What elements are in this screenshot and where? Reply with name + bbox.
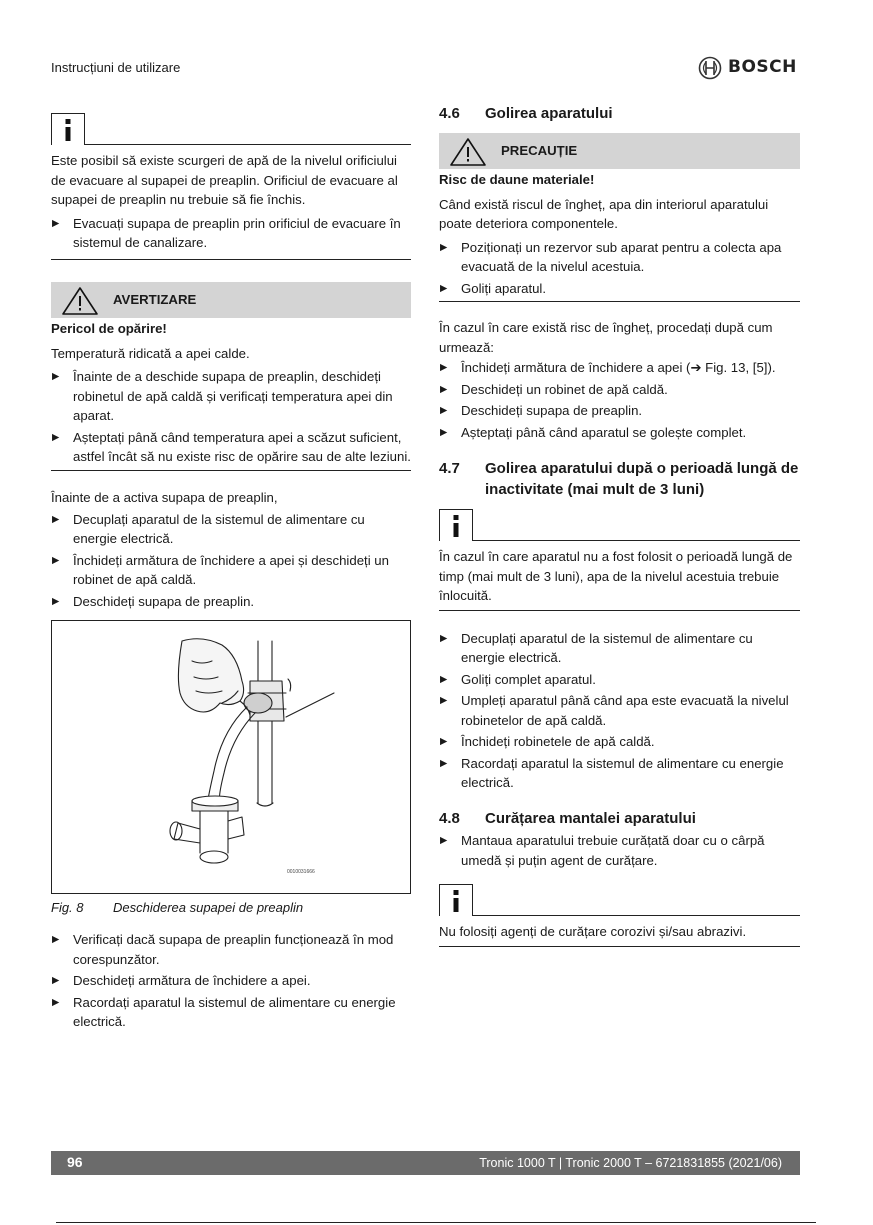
section-4-8-list xyxy=(439,831,800,870)
figure-8-illustration xyxy=(51,620,411,894)
warning-text: Temperatură ridicată a apei calde. xyxy=(51,345,250,361)
info-note-text: Este posibil să existe scurgeri de apă de la nivelul orificiului de evacuare al supapei de preaplin. Orificiul de evacuare al supapei de preaplin nu trebuie să fie închis. xyxy=(51,153,398,207)
warning-subtitle: Pericol de opărire! xyxy=(51,321,167,336)
section-heading: Golirea aparatului xyxy=(485,105,613,122)
section-4-7-list xyxy=(439,629,800,793)
section-4-7 xyxy=(439,458,800,795)
list-item: ▶ Goliți aparatul. xyxy=(439,279,800,299)
page-header-title: Instrucțiuni de utilizare xyxy=(51,60,181,75)
section-4-8 xyxy=(439,808,800,947)
section-heading: Golirea aparatului după o perioadă lungă de inactivitate (mai mult de 3 luni) xyxy=(485,460,799,498)
list-item: ▶ Goliți complet aparatul. xyxy=(439,670,800,690)
warning-label: AVERTIZARE xyxy=(113,292,197,307)
caution-subtitle: Risc de daune materiale! xyxy=(439,172,595,187)
bosch-logo xyxy=(698,56,797,80)
after-figure-steps xyxy=(51,926,411,1034)
section-title xyxy=(439,103,800,124)
info-icon xyxy=(439,884,473,916)
list-item: ▶ Evacuați supapa de preaplin prin orificiul de evacuare în sistemul de canalizare. xyxy=(51,214,411,253)
list-item: ▶ Deschideți supapa de preaplin. xyxy=(51,592,411,612)
warning-triangle-icon xyxy=(449,137,487,167)
list-item: ▶ Mantaua aparatului trebuie curățată doar cu o cârpă umedă și puțin agent de curățare. xyxy=(439,831,800,870)
frost-intro: În cazul în care există risc de îngheț, procedați după cum urmează: xyxy=(439,320,773,355)
list-item: ▶ Închideți armătura de închidere a apei (➔ Fig. 13, [5]). xyxy=(439,358,800,378)
list-item: ▶ Racordați aparatul la sistemul de alimentare cu energie electrică. xyxy=(439,754,800,793)
section-number: 4.7 xyxy=(439,460,460,477)
figure-code: 0010031666 xyxy=(287,869,315,875)
info-rule xyxy=(85,144,411,145)
info-note-body xyxy=(439,922,800,947)
bosch-logo-text: BOSCH xyxy=(728,57,797,78)
section-4-6 xyxy=(439,103,800,444)
list-item: ▶ Deschideți supapa de preaplin. xyxy=(439,401,800,421)
section-title xyxy=(439,458,800,500)
list-item: ▶ Așteptați până când aparatul se golește complet. xyxy=(439,423,800,443)
overflow-steps xyxy=(51,486,411,613)
steps-intro: Înainte de a activa supapa de preaplin, xyxy=(51,490,278,505)
list-item: ▶ Decuplați aparatul de la sistemul de alimentare cu energie electrică. xyxy=(439,629,800,668)
figure-caption-text: Deschiderea supapei de preaplin xyxy=(113,900,304,915)
document-id: Tronic 1000 T | Tronic 2000 T – 6721831855 (2021/06) xyxy=(479,1156,782,1170)
bosch-armature-icon xyxy=(698,56,722,80)
info-rule xyxy=(473,915,800,916)
caution-text: Când există riscul de îngheț, apa din interiorul aparatului poate deteriora componentele. xyxy=(439,196,769,231)
list-item: ▶ Deschideți armătura de închidere a apei. xyxy=(51,971,411,991)
steps-list xyxy=(51,510,411,612)
warning-block xyxy=(51,282,411,471)
list-item: ▶ Deschideți un robinet de apă caldă. xyxy=(439,380,800,400)
info-header xyxy=(439,509,800,541)
list-item: ▶ Închideți robinetele de apă caldă. xyxy=(439,732,800,752)
left-info-note-1 xyxy=(51,113,411,260)
warning-list xyxy=(51,367,411,471)
list-item: ▶ Închideți armătura de închidere a apei și deschideți un robinet de apă caldă. xyxy=(51,551,411,590)
info-note-body xyxy=(51,151,411,260)
figure-number: Fig. 8 xyxy=(51,900,84,915)
bottom-divider xyxy=(56,1222,816,1223)
section-heading: Curățarea mantalei aparatului xyxy=(485,810,696,827)
page-footer xyxy=(51,1151,800,1175)
after-figure-list xyxy=(51,930,411,1032)
info-note-text: Nu folosiți agenți de curățare corozivi și/sau abrazivi. xyxy=(439,924,747,939)
section-title xyxy=(439,808,800,829)
caution-header xyxy=(439,133,800,169)
list-item: ▶ Așteptați până când temperatura apei a scăzut suficient, astfel încât să nu existe risc de opărire sau de alte leziuni. xyxy=(51,428,411,467)
list-item: ▶ Înainte de a deschide supapa de preaplin, deschideți robinetul de apă caldă și verificați temperatura apei din aparat. xyxy=(51,367,411,426)
info-note-body xyxy=(439,547,800,611)
list-item: ▶ Decuplați aparatul de la sistemul de alimentare cu energie electrică. xyxy=(51,510,411,549)
list-item: ▶ Poziționați un rezervor sub aparat pentru a colecta apa evacuată de la nivelul acestuia. xyxy=(439,238,800,277)
list-item: ▶ Umpleți aparatul până când apa este evacuată la nivelul robinetelor de apă caldă. xyxy=(439,691,800,730)
warning-triangle-icon xyxy=(61,286,99,316)
section-number: 4.6 xyxy=(439,105,460,122)
info-header xyxy=(51,113,411,145)
info-note-text: În cazul în care aparatul nu a fost folosit o perioadă lungă de timp (mai mult de 3 luni), apa de la nivelul acestuia trebuie înlocuită. xyxy=(439,549,793,603)
page-number: 96 xyxy=(67,1154,83,1170)
caution-list xyxy=(439,238,800,303)
caution-label: PRECAUȚIE xyxy=(501,143,578,158)
list-item: ▶ Racordați aparatul la sistemul de alimentare cu energie electrică. xyxy=(51,993,411,1032)
warning-header xyxy=(51,282,411,318)
info-header xyxy=(439,884,800,916)
section-number: 4.8 xyxy=(439,810,460,827)
overflow-valve-drawing xyxy=(52,621,410,893)
figure-caption xyxy=(51,898,303,918)
info-icon xyxy=(439,509,473,541)
frost-list xyxy=(439,358,800,442)
list-item: ▶ Verificați dacă supapa de preaplin funcționează în mod corespunzător. xyxy=(51,930,411,969)
info-rule xyxy=(473,540,800,541)
info-note-list xyxy=(51,214,411,253)
info-icon xyxy=(51,113,85,145)
